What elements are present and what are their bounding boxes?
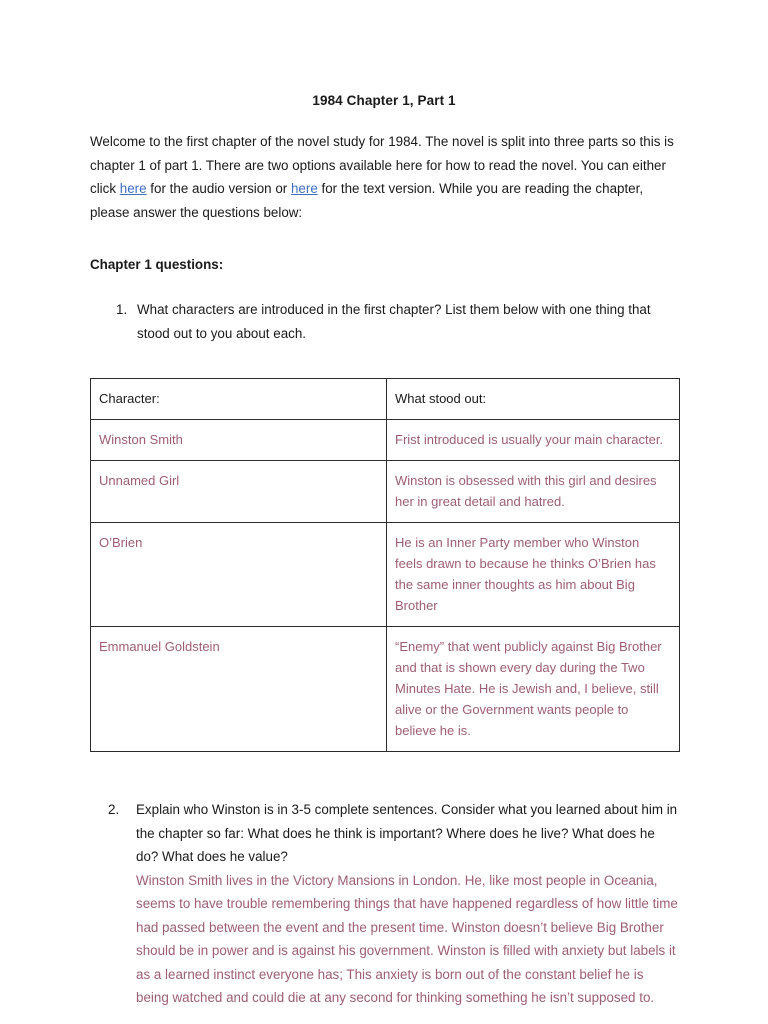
question-item-2 bbox=[90, 798, 678, 1010]
cell-stood-out: Winston is obsessed with this girl and desires her in great detail and hatred. bbox=[387, 461, 680, 523]
table-row bbox=[91, 420, 680, 461]
question-2-answer: Winston Smith lives in the Victory Mansions in London. He, like most people in Oceania, seems to have trouble remembering things that have happened regardless of how little time had passed between the event and the present time. Winston doesn’t believe Big Brother should be in power and is against his government. Winston is filled with anxiety but labels it as a learned instinct everyone has; This anxiety is born out of the constant belief he is being watched and could die at any second for thinking something he isn’t supposed to. bbox=[136, 872, 678, 1005]
page-title: 1984 Chapter 1, Part 1 bbox=[312, 93, 456, 108]
questions-list-continued bbox=[90, 798, 678, 1010]
column-header-character: Character: bbox=[91, 379, 387, 420]
cell-character-name: Unnamed Girl bbox=[91, 461, 387, 523]
text-version-link[interactable]: here bbox=[290, 181, 318, 196]
question-2-number: 2. bbox=[108, 802, 120, 817]
table-row bbox=[91, 523, 680, 627]
question-1-prompt: What characters are introduced in the first chapter? List them below with one thing that stood out to you about each. bbox=[137, 302, 651, 341]
cell-character-name: Emmanuel Goldstein bbox=[91, 627, 387, 752]
cell-stood-out: “Enemy” that went publicly against Big Brother and that is shown every day during the Two Minutes Hate. He is Jewish and, I believe, still alive or the Government wants people to believe he is. bbox=[387, 627, 680, 752]
table-row bbox=[91, 627, 680, 752]
chapter-questions-heading: Chapter 1 questions: bbox=[90, 257, 224, 272]
cell-character-name: Winston Smith bbox=[91, 420, 387, 461]
characters-table bbox=[90, 378, 680, 752]
table-row bbox=[91, 461, 680, 523]
intro-text-part-3: for the text version. While you are reading the chapter, please answer the questions below: bbox=[90, 181, 644, 220]
column-header-stood-out: What stood out: bbox=[387, 379, 680, 420]
intro-text-part-2: for the audio version or bbox=[146, 181, 291, 196]
question-item-1 bbox=[90, 272, 678, 345]
audio-version-link[interactable]: here bbox=[119, 181, 147, 196]
table-header-row bbox=[91, 379, 680, 420]
questions-list bbox=[90, 272, 678, 345]
cell-character-name: O’Brien bbox=[91, 523, 387, 627]
cell-stood-out: Frist introduced is usually your main character. bbox=[387, 420, 680, 461]
intro-text-part-1: Welcome to the first chapter of the novel study for 1984. The novel is split into three parts so this is chapter 1 of part 1. There are two options available here for how to read the novel. You can either click bbox=[90, 134, 674, 196]
intro-paragraph bbox=[90, 108, 678, 224]
question-2-container bbox=[90, 798, 678, 1010]
cell-stood-out: He is an Inner Party member who Winston feels drawn to because he thinks O’Brien has the same inner thoughts as him about Big Brother bbox=[387, 523, 680, 627]
question-1-number: 1. bbox=[116, 302, 128, 317]
question-2-prompt: Explain who Winston is in 3-5 complete sentences. Consider what you learned about him in the chapter so far: What does he think is important? Where does he live? What does he do? What does he value? bbox=[136, 802, 678, 864]
